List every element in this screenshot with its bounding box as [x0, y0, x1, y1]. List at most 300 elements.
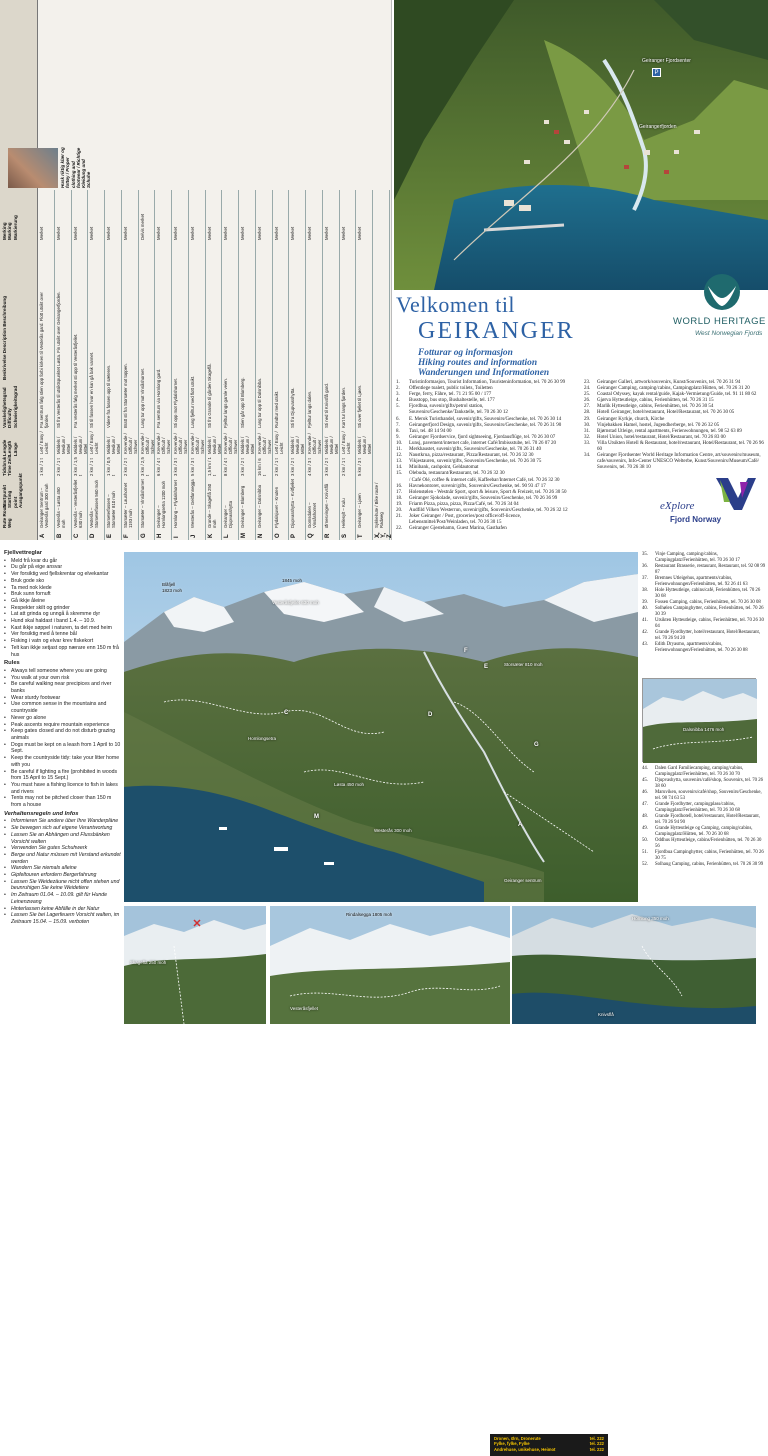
list-item-text: Olebuda, restaurant/Restaurant, tel. 70 26 32 30 [409, 471, 505, 477]
table-cell-letter: R [324, 533, 331, 538]
table-cell-grade: Krevende / Difficult / Schwer [307, 433, 323, 454]
table-cell-letter: G [140, 533, 147, 538]
list-item-number: 17. [396, 489, 403, 495]
rule-item-text: • Kast ikkje søppel i naturen, ta det med heim [11, 624, 112, 631]
strip-label-1: Skagefla 250 moh [130, 960, 167, 965]
rule-item-text: • Lat att grinda og unngå å skremme dyr [11, 611, 101, 618]
route-letter-a: A [518, 822, 523, 828]
table-row [189, 190, 206, 540]
list-item-number: 45. [642, 778, 648, 783]
table-cell-grade: Krevende / Difficult / Schwer [139, 433, 155, 454]
rule-item [4, 675, 122, 682]
world-heritage-logo-icon [700, 272, 744, 312]
list-item-text: Geiranger Gjestehamn, Guest Marina, Gasthafen [409, 526, 507, 532]
table-cell-desc: Kort tur langs fjorden. [340, 386, 346, 428]
world-heritage-label: WORLD HERITAGE [673, 316, 766, 327]
list-item-text: Fjordbua, suvenir/gifts/petrol station, [409, 404, 484, 410]
list-item-number: 4. [396, 398, 400, 404]
pano-label-p3: Storsæter 810 moh [504, 662, 543, 667]
table-header-cell: Rute Route Weg [2, 503, 13, 528]
table-cell-grade: Lett / Easy / Leicht [340, 431, 351, 454]
rules-column [4, 548, 122, 1024]
rule-item [4, 782, 122, 795]
list-item-text: Busstopp, bus stop, Bushaltestelle, tel. 177 [409, 398, 495, 404]
list-item-number: 26. [584, 398, 591, 404]
list-item-text: Dalen Gard Familiecamping, camping/cabins, Campingplatz/Ferienhütten, tel. 70 26 30 70 [655, 766, 744, 777]
list-item-number: 19. [396, 501, 403, 507]
rule-item [4, 879, 122, 892]
list-item-text: Vikjestauren, suvenir/gifts, Souvenirs/Geschenke, tel. 70 26 30 75 [409, 459, 542, 465]
list-item-number: 46. [642, 790, 648, 795]
list-item-text: Solhaug Camping, cabins, Ferienhütten, tel. 70 26 30 99 [655, 862, 764, 867]
list-item-number: 8. [396, 428, 400, 434]
list-item-text: Utsikten Hytteutleige, cabins, Ferienhütten, tel. 70 26 30 04 [655, 618, 764, 629]
rule-item-text: • Ver forsiktig ved fjellskrentar og elvekantar [11, 571, 109, 578]
rule-item-text: • Telt kan ikkje setjast opp nærare enn 150 m frå hus [11, 644, 119, 658]
table-cell-time: 6 km / 4 t [156, 458, 162, 476]
list-item-text: Merkhaustet, suvenir/gifts, Souvenirs/Geschenke, tel. 70 26 31 40 [409, 447, 542, 453]
list-item-text: Offentlege toalett, public toilets, Toiletten [409, 386, 493, 392]
rule-item [4, 872, 122, 879]
rule-item-text: • Always tell someone where you are going [11, 667, 107, 674]
table-cell-grade: Lett / Easy / Leicht [89, 431, 100, 454]
list-item-number: 33. [584, 440, 591, 446]
rule-item [4, 631, 122, 638]
rule-item [4, 668, 122, 675]
parking-icon: P [652, 68, 661, 77]
table-cell-start: Geiranger – Dalsnibba [256, 485, 262, 528]
rule-item-text: • Lassen Sie Weidezäune nicht offen stehen und beunruhigen Sie keine Weidetiere [11, 878, 120, 892]
list-item [642, 778, 766, 790]
table-cell-desc: Sti til fossen hvor en kan gå bak vannet. [89, 351, 95, 428]
services-list-right [584, 380, 764, 471]
table-cell-start: Vesterås – Løsta 450 moh [55, 487, 66, 528]
list-item-number: 29. [584, 416, 591, 422]
table-cell-letter: H [157, 533, 164, 538]
table-cell-desc: Fjelltur langs dalen. [307, 390, 313, 428]
list-item-number: 31. [584, 428, 591, 434]
route-letter-d: D [428, 712, 433, 718]
dalsnibba-inset-photo [642, 678, 756, 762]
list-item-text: Turistinformasjon, Tourist Information, Touristeninformation, tel. 70 26 30 99 [409, 380, 566, 385]
list-item-text: Marlik Hytteutleige, cabins, Ferienhütten, tel. 70 26 30 54 [597, 404, 714, 410]
table-cell-desc: Fra Vesterås følg merket sti opp til Vesteråsfjellet. [72, 333, 78, 428]
list-item-text: / Café Olé, coffee & internet café, Kaffeebar/Internet Café, tel. 70 26 32 30 [409, 477, 560, 483]
list-item-number: 13. [396, 459, 403, 465]
rule-item-text: • Fisking i vatn og elvar krev fiskekort [11, 638, 94, 645]
rule-item-text: • Gå ikkje åleine [11, 597, 46, 604]
table-cell-mark: Merket [122, 226, 128, 240]
table-cell-letter: B [56, 533, 63, 538]
rule-item-text: • Be careful walking near precipices and river banks [11, 681, 112, 695]
strip-label-3: Vesteråsfjellet [290, 1006, 319, 1011]
list-item-number: 18. [396, 495, 403, 501]
route-letter-f: F [464, 648, 468, 654]
rules-de-title: Verhaltensregeln und Infos [4, 810, 79, 817]
legend-line-3: Andrehuse, unikehuse, Heimot [494, 1446, 556, 1452]
rule-item-text: • Tents may not be pitched closer than 150 m from a house [11, 795, 112, 809]
table-header [0, 0, 38, 540]
table-cell-grade: Middels / Medium / Mittel [106, 436, 122, 454]
table-cell-time: 3 km / 2 t [290, 458, 296, 476]
table-header-cell: Merking Marking Markierung [2, 215, 18, 240]
list-item-number: 27. [584, 404, 591, 410]
table-cell-grade: Krevende / Difficult / Schwer [122, 433, 138, 454]
list-item-text: Taxi, tel. 48 14 94 00 [409, 428, 452, 434]
aerial-label-mid: Geirangerfjorden [639, 124, 677, 130]
table-cell-time: 4 km / 3 t [307, 458, 313, 476]
list-item-number: 7. [396, 422, 400, 428]
legend-value-2: tel. 222 [589, 1441, 604, 1447]
list-item-number: 50. [642, 838, 648, 843]
list-item-number: 23. [584, 380, 591, 385]
route-letter-e: E [484, 664, 489, 670]
list-item-number: 35. [642, 552, 648, 557]
table-cell-mark: Merket [256, 226, 262, 240]
services-list-bottom-right-1 [642, 552, 766, 654]
table-cell-desc: Sti opp mot Flydalshornet. [173, 378, 179, 428]
list-item [642, 576, 766, 588]
list-item-number: 51. [642, 850, 648, 855]
aerial-photo-geiranger [394, 0, 768, 290]
rule-item [4, 832, 122, 845]
list-item-number: 39. [642, 600, 648, 605]
table-cell-start: Sykkelrute / Bike route / Radweg [374, 482, 385, 528]
table-cell-mark: Merket [72, 226, 78, 240]
list-item-text: Coastal Odyssey, kayak rental/guide, Kajak-Vermietung/Guide, tel. 91 11 80 62 [597, 392, 757, 398]
list-item-text: Geirangerfjord Design, suvenir/gifts, Souvenirs/Geschenke, tel. 70 26 31 90 [409, 422, 562, 428]
table-row [155, 190, 172, 540]
table-cell-mark: Merket [290, 226, 296, 240]
table-row [222, 190, 239, 540]
list-item-text: Minibank, cashpoint, Geldautomat [409, 465, 479, 471]
table-cell-grade: Krevende / Difficult / Schwer [173, 433, 189, 454]
route-letter-m: M [314, 814, 319, 820]
table-cell-grade: Krevende / Difficult / Schwer [256, 433, 272, 454]
list-item [642, 618, 766, 630]
table-header-cell: Beskrivelse Description Beschreibung [2, 296, 7, 380]
list-item-text: Gjørva Hytteutleige, cabins, Ferienhütten, tel. 70 26 31 15 [597, 398, 714, 404]
rules-no-title: Fjellvettreglar [4, 550, 43, 556]
table-cell-time: 3 km / 2 t [323, 458, 329, 476]
list-item [642, 588, 766, 600]
table-cell-mark: Delvis merket [139, 213, 145, 240]
table-cell-start: Vesterås – Vesteråsfjellet 630 moh [72, 479, 83, 528]
rule-item-text: • Hund skal haldast i band 1.4. – 10.9. [11, 618, 96, 625]
list-item-number: 30. [584, 422, 591, 428]
list-item-number: 2. [396, 386, 400, 392]
rule-item-text: • Sie bewegen sich auf eigene Verantwortung [11, 825, 113, 832]
explore-label: eXplore [660, 500, 695, 512]
table-cell-grade: Middels / Medium / Mittel [240, 436, 256, 454]
table-row [256, 190, 273, 540]
table-cell-desc: Sti fra Grande til gården Skageflå. [206, 363, 212, 428]
rule-item-text: • Keep the countryside tidy: take your litter home with you [11, 755, 120, 768]
table-cell-start: Geiranger – Djupvasshytta [223, 501, 234, 528]
rule-item [4, 755, 122, 768]
table-row [323, 190, 340, 540]
table-cell-grade: Middels / Medium / Mittel [55, 436, 71, 454]
table-row [356, 190, 373, 540]
list-item-number: 28. [584, 410, 591, 416]
list-item-text: Souvenirs, tel. 70 26 38 10 [597, 465, 651, 471]
list-item-text: Grande Hytteutleige og Camping, camping/cabins, Campingplatz/Hütten, tel. 70 26 30 68 [655, 826, 753, 837]
rule-item-text: • Du går på eige ansvar [11, 564, 63, 571]
table-cell-letter: S [341, 533, 348, 538]
list-item [642, 838, 766, 850]
list-item-text: Grande Fjordhytter, hotel/restaurant, Hotel/Restaurant, tel. 70 26 94 20 [655, 630, 761, 641]
table-cell-mark: Merket [340, 226, 346, 240]
rule-item [4, 852, 122, 865]
table-cell-start: Westerås – Geitfonnegga [189, 479, 195, 528]
table-cell-mark: Merket [206, 226, 212, 240]
rule-item-text: • You must have a fishing licence to fish in lakes and rivers [11, 781, 118, 795]
rule-item-text: • Keep gates closed and do not disturb grazing animals [11, 728, 116, 741]
list-item-text: Geiranger Fjordservice, fjord sightseeing, Fjordausflüge, tel. 70 26 30 07 [409, 434, 556, 440]
rule-item [4, 892, 122, 905]
pano-label-p2: Løsta 450 moh [334, 782, 365, 787]
table-cell-time: 2 km / 2 t [122, 458, 128, 476]
table-cell-mark: Merket [240, 226, 246, 240]
list-item [642, 552, 766, 564]
table-cell-start: Grande – Skageflå 250 moh [206, 483, 217, 528]
strip-photo-2 [270, 906, 510, 1024]
table-header-cell: Tidsbruk Time Zeit [2, 455, 13, 476]
table-row [239, 190, 256, 540]
table-cell-letter: P [291, 533, 298, 538]
rule-item [4, 722, 122, 729]
table-cell-letter: J [190, 534, 197, 538]
list-item [642, 850, 766, 862]
list-item-number: 16. [396, 483, 403, 489]
list-item-text: Fossen Camping, cabins, Ferienhütten, tel. 70 26 30 08 [655, 600, 761, 605]
table-cell-time: 8 km / 4 t [223, 458, 229, 476]
list-item-number: 21. [396, 514, 403, 520]
list-item [396, 526, 586, 532]
table-cell-grade: Lett / Easy / Leicht [39, 431, 49, 454]
table-cell-desc: Videre fra fossen opp til sæteren. [106, 364, 112, 428]
route-letter-c: C [284, 710, 289, 716]
table-cell-grade: Krevende / Difficult / Schwer [156, 433, 172, 454]
rule-item-text: • Informieren Sie andere über Ihre Wanderpläne [11, 818, 119, 825]
list-item-number: 47. [642, 802, 648, 807]
table-cell-time: 3 km / 3 t [173, 458, 179, 476]
table-cell-start: Storseterfossen – Storsæter 810 moh [106, 491, 117, 528]
list-item-number: 34. [584, 453, 591, 459]
list-item-text: Vinjebakken Hamel, hostel, Jugendherberge, tel. 70 26 32 05 [597, 422, 720, 428]
legend-line-2: Fylke, fylke, Fylke [494, 1441, 530, 1447]
list-item [642, 790, 766, 802]
rule-item-text: • Hinterlassen keine Abfälle in der Natur [11, 905, 100, 912]
rule-item [4, 818, 122, 825]
list-item [642, 814, 766, 826]
table-cell-desc: Lang tur opp mot Vinsåshornet. [139, 368, 145, 428]
list-item-text: cafe/souvenirs, Info-Center UNESCO Welterbe, Kunst/Souvenirs/Museum/Café/ [597, 459, 759, 465]
rule-item-text: • Ta med nok klede [11, 584, 52, 591]
rule-item-text: • Berge und Natur müssen mit Verstand erkundet werden [11, 851, 121, 865]
subtitle-en: Hiking routes and information [418, 358, 538, 368]
table-cell-start: Ørnesvingen – Knivsflå [323, 483, 329, 528]
strip-label-2: Rindalsegga 1805 moh [346, 912, 393, 917]
route-letter-g: G [534, 742, 539, 748]
subtitle-block [418, 348, 549, 378]
table-cell-grade: Middels / Medium / Mittel [290, 436, 306, 454]
table-row [38, 190, 55, 540]
table-cell-desc: Rundtur med utsikt. [273, 390, 279, 428]
rule-item [4, 585, 122, 592]
rule-item [4, 618, 122, 625]
table-cell-grade: Krevende / Difficult / Schwer [189, 433, 205, 454]
table-cell-mark: Merket [106, 226, 112, 240]
list-item-text: Villa Utsikten Hotell & Restaurant, hotel/restaurant, Hotel/Restaurant, tel. 70 26 96 60 [597, 440, 764, 453]
list-item-text: Joker Geiranger / Post, groceries/post office/off-licence, [409, 514, 522, 520]
rule-item [4, 681, 122, 694]
list-item-text: Lunsj, pavement/internet cafe, internet Café/Imbissstube, tel. 70 26 07 20 [409, 440, 557, 446]
list-item-number: 6. [396, 416, 400, 422]
list-item-text: Havnekontoret, suvenir/gifts, Souvenirs/Geschenke, tel. 90 93 47 17 [409, 483, 546, 489]
table-row [306, 190, 323, 540]
list-item-number: 14. [396, 465, 403, 471]
table-cell-start: Geiranger – Ljøen [357, 493, 363, 528]
list-item [642, 802, 766, 814]
rule-item [4, 906, 122, 913]
list-item [584, 465, 764, 471]
table-cell-time: 2 km / 1 t [273, 458, 279, 476]
table-cell-time: 2 km / 1 t [89, 458, 95, 476]
table-cell-start: Geiranger – Blomberg [240, 485, 246, 528]
list-item [642, 630, 766, 642]
rule-item [4, 695, 122, 702]
pano-label-peak1-height: 1823 moh [162, 588, 183, 593]
rule-item-text: • Lassen Sie an Abhängen und Flussbänken Vorsicht walten [11, 831, 110, 845]
rule-item [4, 795, 122, 808]
table-cell-desc: Fra sentrum følg stien opp forbi kirken til Vesterås gard. Flott utsikt over fjorden. [39, 292, 49, 428]
table-cell-start: Geiranger – Homlongsetra 1200 moh [156, 480, 167, 528]
table-cell-desc: Fra sentrum via Homlong gard. [156, 368, 162, 428]
list-item-text: Naustkrua, pizza/restaurant, Pizza/Restaurant, tel. 70 26 32 30 [409, 453, 534, 459]
list-item-number: 48. [642, 814, 648, 819]
list-item-text: Vinje Camping, camping/cabins, Campingplatz/Ferienhütten, tel. 70 26 30 17 [655, 552, 740, 563]
list-item-text: Geiranger Fjordsenter World Heritage Information Centre, art/souvenirs/museum, [597, 453, 761, 459]
rule-item [4, 611, 122, 618]
list-item-text: Solhølen Campinghytter, cabins, Ferienhütten, tel. 70 26 30 39 [655, 606, 764, 617]
legend-line-1: Dronen, Ørn, Dronerute [494, 1436, 541, 1441]
table-cell-grade: Middels / Medium / Mittel [323, 436, 339, 454]
list-item-number: 40. [642, 606, 648, 611]
list-item-number: 49. [642, 826, 648, 831]
map-legend [490, 1434, 608, 1456]
table-cell-start: Storsæter – Laushornet 1193 moh [122, 482, 133, 528]
world-heritage-sub: West Norwegian Fjords [695, 330, 763, 337]
rule-item-text: • Use common sense in the mountains and countryside [11, 701, 107, 715]
list-item [642, 606, 766, 618]
rule-item-text: • Wear sturdy footwear [11, 694, 61, 701]
hiking-routes-table [0, 0, 392, 540]
list-item [642, 642, 766, 654]
table-cell-time: 5 km / 3 t [189, 458, 195, 476]
table-cell-mark: Merket [189, 226, 195, 240]
list-item-text: E. Merok Turisthandel, suvenir/gifts, Souvenirs/Geschenke, tel. 70 26 30 14 [409, 416, 562, 422]
table-note: Husk riktig klær og fottøy / Proper clothing and footwear / Richtige Kleidung und Schuhe [60, 147, 92, 188]
table-cell-mark: Merket [323, 226, 329, 240]
rule-item [4, 845, 122, 852]
list-item-number: 25. [584, 392, 591, 398]
list-item-text: Grande Fjordhotell, hotel/restaurant, Hotel/Restaurant, tel. 70 26 94 90 [655, 814, 760, 825]
list-item-text: Djupvashytta, souvenirs/café/shop, Souvenirs, tel. 70 26 38 60 [655, 778, 764, 789]
list-item-text: Souvenirs/Geschenke/Tankstelle, tel. 70 26 30 12 [409, 410, 508, 416]
table-cell-letter: C [73, 533, 80, 538]
pano-label-peak2: 1845 moh [282, 578, 303, 583]
fjord-norway-label: Fjord Norway [670, 515, 722, 524]
table-cell-start: Gomsdalen – Vinsåshornet [307, 502, 318, 528]
hiking-routes-table-rotated [0, 0, 392, 540]
table-cell-mark: Merket [39, 226, 44, 240]
list-item-text: Oddhus Hytteutleige, cabins/Ferienhütten, tel. 70 26 30 56 [655, 838, 762, 849]
list-item-number: 42. [642, 630, 648, 635]
services-list-left [396, 380, 586, 532]
list-item-number: 22. [396, 526, 403, 532]
table-cell-letter: A [40, 533, 46, 538]
list-item-text: Grande Fjordhytter, campingplass/cabins, Campingplatz/Ferienhütten, tel. 70 26 30 68 [655, 802, 740, 813]
list-item-text: Geiranger Sjokolade, suvenir/gifts, Souvenirs/Geschenke, tel. 70 26 36 99 [409, 495, 558, 501]
table-cell-time: 16 km / 6 t [256, 458, 267, 476]
list-item [584, 441, 764, 453]
table-cell-start: Homlong – Flydalshornet [173, 480, 179, 528]
welcome-heading: Velkomen til [396, 292, 516, 317]
rule-item-text: • Verwenden Sie gutes Schuhwerk [11, 845, 88, 852]
table-cell-grade: Middels / Medium / Mittel [357, 436, 373, 454]
list-item-number: 41. [642, 618, 648, 623]
list-item-text: Geiranger Kyrkje, church, Kirche [597, 416, 665, 422]
list-item-text: Friarm Pizza, pizza, pizza, Pizza/Café, tel. 70 26 34 04 [409, 501, 519, 507]
rule-item-text: • Dogs must be kept on a leash from 1 April to 10 Sept. [11, 741, 121, 755]
list-item-number: 37. [642, 576, 648, 581]
table-cell-start: Storsæter – Vinsåshornet [139, 479, 145, 528]
table-cell-grade: Middels / Medium / Mittel [206, 436, 222, 454]
list-item-number: 12. [396, 453, 403, 459]
table-cell-time: 1 km / 0,5 t [106, 457, 117, 476]
list-item-text: Ferge, ferry, Fähre, tel. 71 21 95 00 / 177 [409, 392, 492, 398]
table-row [373, 190, 394, 540]
table-cell-letter: M [241, 533, 248, 538]
table-cell-grade: Middels / Medium / Mittel [72, 436, 88, 454]
rule-item-text: • Peak ascents require mountain experience [11, 721, 110, 728]
list-item-number: 32. [584, 434, 591, 440]
list-item-number: 11. [396, 447, 403, 453]
table-cell-desc: Sti ned til Knivsflå gard. [323, 383, 329, 428]
strip-photo-3 [512, 906, 756, 1024]
list-item-number [584, 465, 597, 471]
table-cell-desc: Bratt sti fra Storsæter mot toppen. [122, 363, 128, 428]
list-item-text: Hotell Geiranger, hotel/restaurant, Hotel/Restaurant, tel. 70 26 30 05 [597, 410, 735, 416]
rule-item [4, 912, 122, 925]
geiranger-title: GEIRANGER [418, 318, 575, 344]
table-cell-mark: Merket [55, 226, 61, 240]
table-row [88, 190, 105, 540]
table-cell-start: Djupvasshytta – Kvitfjellet [290, 479, 296, 528]
table-row [206, 190, 223, 540]
list-item-number: 5. [396, 404, 400, 410]
hiker-photo [8, 148, 58, 188]
list-item-text: Maruviken, souvenirs/café/shop, Souvenirs/Geschenke, tel. 98 74 63 53 [655, 790, 762, 801]
table-cell-letter: F [123, 534, 130, 538]
aerial-label-top: Geiranger Fjordsenter [642, 58, 691, 64]
table-row [273, 190, 290, 540]
list-item-number: 10. [396, 440, 403, 446]
table-cell-desc: Fjelltur langs gamle veien. [223, 378, 229, 428]
rule-item-text: • Meld frå kvar du går [11, 557, 58, 564]
pano-label-p6: Geiranger sentrum [504, 878, 542, 883]
